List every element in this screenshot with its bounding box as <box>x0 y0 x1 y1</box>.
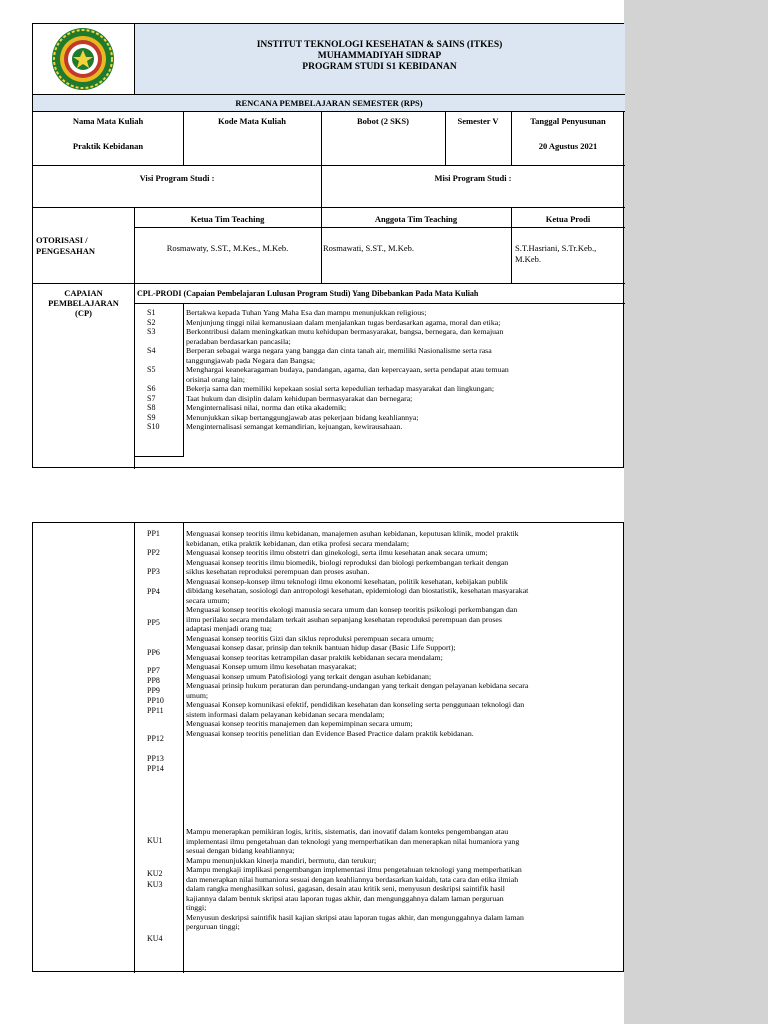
credit-label: Bobot (2 SKS) <box>357 116 409 126</box>
pp-text-line: Menguasai konsep teoritis ilmu obstetri dan ginekologi, serta ilmu kesehatan anak secara umum; <box>186 548 488 557</box>
ku-text-line: sesuai dengan bidang keahliannya; <box>186 846 295 855</box>
university-seal-icon <box>48 26 118 92</box>
s-text-line: Menghargai keanekaragaman budaya, pandangan, agama, dan kepercayaan, serta pendapat atau temuan <box>186 365 509 374</box>
pp-text-list <box>186 529 621 738</box>
pp-text-line: Menguasai konsep teoritas ketrampilan dasar praktik kebidanan secara mendalam; <box>186 652 443 662</box>
s-text-line: Menginternalisasi semangat kemandirian, kejuangan, kewirausahaan. <box>186 422 403 431</box>
pp-text-line: dibidang kesehatan, sosiologi dan antropologi kesehatan, epidemiologi dan biostatistik, kesehatan masyarakat <box>186 586 529 595</box>
head-value-line1: S.T.Hasriani, S.Tr.Keb., <box>515 243 597 253</box>
ku-text-line: dalam rangka menghasilkan solusi, gagasan, desain atau kritik seni, menyusun deskripsi saintifik hasil <box>186 884 505 893</box>
ku-text-list <box>186 827 621 932</box>
s-code: S4 <box>147 346 156 355</box>
pp-text-line: Menguasai konsep teoritis ekologi manusia secara umum dan konsep teoritis psikologi perkembangan dan <box>186 605 518 614</box>
header-title-cell <box>134 24 625 94</box>
ku-text-line: Mampu mengkaji implikasi pengembangan implementasi ilmu pengetahuan teknologi yang memperhatikan <box>186 865 522 874</box>
s-code: S2 <box>147 317 156 327</box>
pp-code: PP6 <box>147 648 160 657</box>
pp-text-line: Menguasai konsep teoritis ilmu biomedik, biologi reproduksi dan biologi perkembangan terkait dengan <box>186 557 509 567</box>
ku-code: KU3 <box>147 880 163 889</box>
program-name: PROGRAM STUDI S1 KEBIDANAN <box>302 62 457 72</box>
authorization-label <box>36 235 132 257</box>
date-label: Tanggal Penyusunan <box>530 116 606 126</box>
misi-label: Misi Program Studi : <box>434 173 512 183</box>
logo-cell <box>33 24 134 94</box>
head-value <box>515 243 623 265</box>
team-lead-value: Rosmawaty, S.ST., M.Kes., M.Keb. <box>166 243 289 253</box>
pp-text-line: secara umum; <box>186 595 230 605</box>
head-label: Ketua Prodi <box>545 214 591 224</box>
pp-text-line: sistem informasi dalam pelayanan kebidanan secara mendalam; <box>186 709 385 719</box>
pp-text-line: ilmu perilaku secara mendalam terkait asuhan sepanjang kesehatan reproduksi perempuan dan proses <box>186 614 502 624</box>
rps-page-1 <box>32 23 624 468</box>
s-code: S1 <box>147 308 156 317</box>
ku-text-line: Mampu menerapkan pemikiran logis, kritis, sistematis, dan inovatif dalam konteks pengembangan atau <box>186 827 509 836</box>
visi-label: Visi Program Studi : <box>139 173 215 183</box>
s-code: S5 <box>147 365 156 374</box>
ku-code: KU1 <box>147 836 163 845</box>
s-text-line: Menjunjung tinggi nilai kemanusiaan dalam menjalankan tugas berdasarkan agama, moral dan etika; <box>186 317 501 327</box>
doc-title-row <box>33 95 625 111</box>
pp-code: PP4 <box>147 587 160 596</box>
s-text-list <box>186 308 621 432</box>
s-text-line: Menunjukkan sikap bertanggungjawab atas pekerjaan bidang keahliannya; <box>186 412 419 422</box>
course-code-label: Kode Mata Kuliah <box>217 116 286 126</box>
s-text-line: Bertakwa kepada Tuhan Yang Maha Esa dan mampu menunjukkan religious; <box>186 308 427 317</box>
s-code: S6 <box>147 384 156 393</box>
course-name-label: Nama Mata Kuliah <box>72 116 144 126</box>
cp-label <box>33 288 134 318</box>
institution-subname: MUHAMMADIYAH SIDRAP <box>317 51 442 61</box>
ku-text-line: Mampu menunjukkan kinerja mandiri, bermutu, dan terukur; <box>186 855 377 865</box>
pp-text-line: Menguasai prinsip hukum peraturan dan perundang-undangan yang terkait dengan pelayanan kebidana secara <box>186 681 529 690</box>
s-code-list <box>147 308 159 432</box>
ku-code-list <box>147 836 163 944</box>
s-text-line: Taat hukum dan disiplin dalam kehidupan bermasyarakat dan bernegara; <box>186 393 413 403</box>
s-code: S8 <box>147 403 156 412</box>
pp-text-line: siklus kesehatan reproduksi perempuan dan proses asuhan. <box>186 567 370 576</box>
cpl-heading: CPL-PRODI (Capaian Pembelajaran Lulusan Program Studi) Yang Dibebankan Pada Mata Kuliah <box>137 289 479 298</box>
pp-code: PP2 <box>147 548 160 557</box>
s-code: S3 <box>147 327 156 336</box>
s-text-line: Menginternalisasi nilai, norma dan etika akademik; <box>186 403 347 412</box>
s-code: S7 <box>147 393 156 403</box>
ku-code: KU2 <box>147 869 163 878</box>
s-code: S10 <box>147 422 160 431</box>
cp-label-line2: PEMBELAJARAN <box>48 298 119 308</box>
ku-text-line: implementasi ilmu pengetahuan dan teknologi yang memperhatikan dan menerapkan nilai humaniora yang <box>186 836 520 846</box>
pp-text-line: kebidanan, etika praktik kebidanan, dan etika profesi secara mendalam; <box>186 538 409 548</box>
cp-label-line1: CAPAIAN <box>64 288 103 298</box>
pp-code: PP10 <box>147 696 164 705</box>
pp-code: PP14 <box>147 764 164 773</box>
pp-code: PP7 <box>147 666 160 675</box>
s-text-line: orisinal orang lain; <box>186 374 245 384</box>
ku-text-line: perguruan tinggi; <box>186 922 240 931</box>
pp-text-line: adaptasi menjadi orang tua; <box>186 624 272 633</box>
semester-label: Semester V <box>457 116 499 126</box>
pp-text-line: Menguasai konsep teoritis ilmu kebidanan, manajemen asuhan kebidanan, keputusan klinik, model praktik <box>186 529 519 538</box>
pp-text-line: Menguasai konsep-konsep ilmu teknologi ilmu ekonomi kesehatan, politik kesehatan, kebijakan publik <box>186 576 508 586</box>
authorization-label-line2: PENGESAHAN <box>36 246 96 256</box>
course-name-value: Praktik Kebidanan <box>72 141 144 151</box>
cp-label-line3: (CP) <box>75 308 92 318</box>
s-text-line: tanggungjawab pada Negara dan Bangsa; <box>186 355 316 365</box>
team-member-label: Anggota Tim Teaching <box>374 214 458 224</box>
s-text-line: Berperan sebagai warga negara yang bangga dan cinta tanah air, memiliki Nasionalisme serta rasa <box>186 346 492 355</box>
pp-text-line: Menguasai konsep teoritis manajemen dan kepemimpinan secara umum; <box>186 719 413 728</box>
pp-text-line: Menguasai konsep teoritis Gizi dan siklus reproduksi perempuan secara umum; <box>186 633 434 643</box>
ku-code: KU4 <box>147 934 163 943</box>
pp-text-line: Menguasai Konsep komunikasi efektif, pendidikan kesehatan dan konseling serta penggunaan teknologi dan <box>186 700 525 709</box>
pp-code: PP3 <box>147 567 160 576</box>
pp-code: PP9 <box>147 686 160 695</box>
pp-code: PP13 <box>147 754 164 763</box>
pp-text-line: Menguasai Konsep umum ilmu kesehatan masyarakat; <box>186 662 357 671</box>
viewer-background <box>624 0 768 1024</box>
ku-text-line: dan menerapkan nilai humaniora sesuai dengan keahliannya berdasarkan kaidah, tata cara dan etika ilmiah <box>186 874 519 884</box>
ku-text-line: tinggi; <box>186 903 207 912</box>
team-member-value: Rosmawati, S.ST., M.Keb. <box>323 243 414 253</box>
pp-code: PP12 <box>147 734 164 743</box>
authorization-label-line1: OTORISASI / <box>36 235 88 245</box>
doc-title: RENCANA PEMBELAJARAN SEMESTER (RPS) <box>235 98 423 108</box>
team-lead-label: Ketua Tim Teaching <box>190 214 265 224</box>
ku-text-line: kajiannya dalam bentuk skripsi atau laporan tugas akhir, dan mengunggahnya dalam laman perguruan <box>186 893 504 903</box>
institution-name: INSTITUT TEKNOLOGI KESEHATAN & SAINS (ITKES) <box>256 40 503 50</box>
rps-page-2 <box>32 522 624 972</box>
pp-text-line: Menguasai konsep umum Patofisiologi yang terkait dengan asuhan kebidanan; <box>186 671 432 681</box>
pp-code: PP5 <box>147 618 160 627</box>
s-code: S9 <box>147 412 156 422</box>
date-value: 20 Agustus 2021 <box>538 141 598 151</box>
head-value-line2: M.Keb. <box>515 254 541 264</box>
s-text-line: peradaban berdasarkan pancasila; <box>186 336 291 346</box>
s-text-line: Bekerja sama dan memiliki kepekaan sosial serta kepedulian terhadap masyarakat dan lingkungan; <box>186 384 495 393</box>
pp-text-line: umum; <box>186 690 209 700</box>
pp-code: PP11 <box>147 706 164 715</box>
pp-code-list <box>147 529 164 774</box>
pp-text-line: Menguasai konsep teoritis penelitian dan Evidence Based Practice dalam praktik kebidanan. <box>186 728 474 738</box>
pp-text-line: Menguasai konsep dasar, prinsip dan teknik bantuan hidup dasar (Basic Life Support); <box>186 643 456 652</box>
s-text-line: Berkontribusi dalam meningkatkan mutu kehidupan bermasyarakat, bangsa, bernegara, dan kemajuan <box>186 327 504 336</box>
ku-text-line: Menyusun deskripsi saintifik hasil kajian skripsi atau laporan tugas akhir, dan mengunggahnya dalam laman <box>186 912 524 922</box>
pp-code: PP8 <box>147 676 160 685</box>
pp-code: PP1 <box>147 529 160 538</box>
